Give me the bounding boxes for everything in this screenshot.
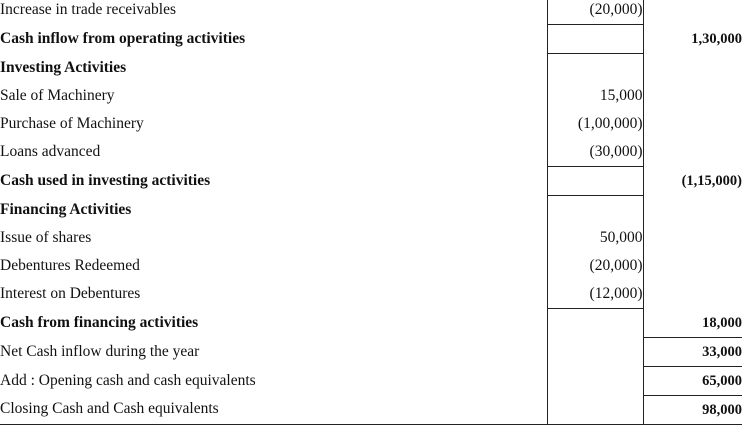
row-amount [547,366,643,395]
row-amount: (30,000) [547,138,643,167]
row-label: Cash used in investing activities [0,172,211,189]
row-amount [547,395,643,424]
row-total [643,196,742,225]
row-total: 1,30,000 [691,31,742,47]
row-amount: 50,000 [547,224,643,252]
row-label: Purchase of Machinery [0,115,144,132]
row-amount [547,25,643,54]
row-label: Interest on Debentures [0,285,141,303]
table-row [0,337,742,366]
row-label: Closing Cash and Cash equivalents [0,395,547,424]
table-row [0,110,742,138]
row-label: Add : Opening cash and cash equivalents [0,371,256,389]
table-row [0,224,742,252]
table-row [0,252,742,280]
section-heading: Investing Activities [0,58,127,76]
row-total [643,252,742,280]
table-row [0,280,742,309]
row-amount: (20,000) [547,252,643,280]
table-row [0,366,742,395]
row-total: 98,000 [643,395,742,424]
row-amount [547,337,643,366]
table-row [0,309,742,338]
row-label: Sale of Machinery [0,87,115,104]
row-amount: (12,000) [547,280,643,309]
table-row [0,82,742,110]
row-amount [547,196,643,225]
row-label: Cash from financing activities [0,313,199,331]
row-total: 65,000 [643,366,742,395]
row-label: Debentures Redeemed [0,257,140,274]
row-total: (1,15,000) [681,173,742,189]
row-amount: (1,00,000) [547,110,643,138]
table-row [0,25,742,54]
row-total: 33,000 [643,337,742,366]
row-amount [547,167,643,196]
row-label: Issue of shares [0,229,92,246]
row-amount [547,54,643,83]
table-row [0,54,742,83]
table-row [0,395,742,424]
row-total: 18,000 [643,309,742,338]
row-total [643,280,742,309]
row-label: Loans advanced [0,143,101,161]
row-total [643,54,742,83]
table-row [0,138,742,167]
row-total [643,110,742,138]
row-total [643,0,742,25]
row-label: Increase in trade receivables [0,1,176,19]
row-label: Cash inflow from operating activities [0,30,246,47]
table-row [0,0,742,25]
row-amount [547,309,643,338]
row-amount: (20,000) [547,0,643,25]
table-row [0,167,742,196]
table-row [0,196,742,225]
row-label: Net Cash inflow during the year [0,342,200,360]
row-total [643,138,742,167]
row-total [643,82,742,110]
section-heading: Financing Activities [0,200,132,218]
row-total [643,224,742,252]
row-amount: 15,000 [547,82,643,110]
